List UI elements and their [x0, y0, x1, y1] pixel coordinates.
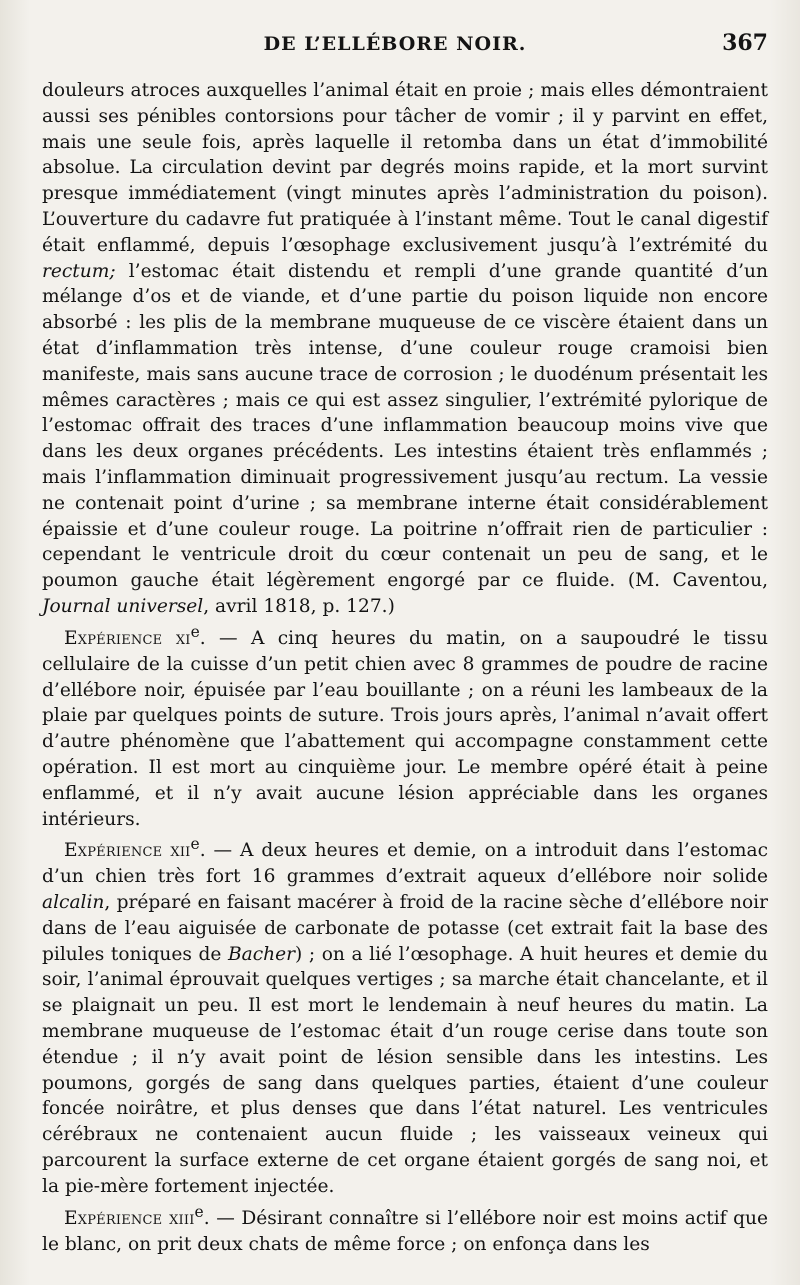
italic-term: alcalin [42, 892, 105, 914]
body-text [42, 78, 768, 1257]
paragraph-text: ) ; on a lié l’œsophage. A huit heures et demie du soir, l’animal éprouvait quelques vertiges ; sa marche était chancelante, et il se plaignait un peu. Il est mort le lendemain à neuf heures du matin. La membrane muqueuse de l’estomac était d’un rouge cerise dans toute son étendue ; il n’y avait point de lésion sensible dans les intestins. Les poumons, gorgés de sang dans quelques parties, étaient d’une couleur foncée noirâtre, et plus denses que dans l’état naturel. Les ventricules cérébraux ne contenaient aucun fluide ; les vaisseaux veineux qui parcourent la surface externe de cet organe étaient gorgés de sang noi, et la pie-mère fortement injectée. [42, 943, 768, 1197]
experiment-label: Expérience xi [64, 627, 191, 649]
paragraph-text: . — A deux heures et demie, on a introduit dans l’estomac d’un chien très fort 16 grammes d’extrait aqueux d’ellébore noir solide [42, 840, 768, 888]
experiment-xi [42, 620, 768, 833]
paragraph-continued [42, 78, 768, 620]
journal-title: Journal universel [42, 595, 204, 617]
paragraph-text: , préparé en faisant macérer à froid de la racine sèche d’ellébore noir dans de l’eau aiguisée de carbonate de potasse (cet extrait fait la base des pilules toniques de [42, 892, 768, 965]
experiment-label: Expérience xiii [64, 1207, 195, 1229]
running-header [42, 30, 768, 70]
experiment-label: Expérience xii [64, 840, 191, 862]
page-number: 367 [722, 30, 768, 56]
paragraph-text: . — Désirant connaître si l’ellébore noir est moins actif que le blanc, on prit deux chats de même force ; on enfonça dans les [42, 1207, 768, 1255]
paragraph-text: , avril 1818, p. 127.) [203, 595, 395, 617]
running-title: DE L’ELLÉBORE NOIR. [263, 33, 527, 55]
ordinal-suffix: e [194, 1202, 204, 1221]
experiment-xiii [42, 1200, 768, 1258]
paragraph-text: . — A cinq heures du matin, on a saupoudré le tissu cellulaire de la cuisse d’un petit chien avec 8 grammes de poudre de racine d’ellébore noir, épuisée par l’eau bouillante ; on a réuni les lambeaux de la plaie par quelques points de suture. Trois jours après, l’animal n’avait offert d’autre phénomène que l’abattement qui accompagne constamment cette opération. Il est mort au cinquième jour. Le membre opéré était à peine enflammé, et il n’y avait aucune lésion appréciable dans les organes intérieurs. [42, 627, 768, 830]
ordinal-suffix: e [190, 622, 200, 641]
experiment-xii [42, 832, 768, 1199]
paragraph-text: douleurs atroces auxquelles l’animal était en proie ; mais elles démontraient aussi ses pénibles contorsions pour tâcher de vomir ; il y parvint en effet, mais une seule fois, après laquelle il retomba dans un état d’immobilité absolue. La circulation devint par degrés moins rapide, et la mort survint presque immédiatement (vingt minutes après l’administration du poison). L’ouverture du cadavre fut pratiquée à l’instant même. Tout le canal digestif était enflammé, depuis l’œsophage exclusivement jusqu’à l’extrémité du [42, 80, 768, 256]
ordinal-suffix: e [190, 835, 200, 854]
italic-term: rectum; [42, 260, 116, 282]
italic-name: Bacher [227, 943, 295, 965]
paragraph-text: l’estomac était distendu et rempli d’une grande quantité d’un mélange d’os et de viande, et d’une partie du poison liquide non encore absorbé : les plis de la membrane muqueuse de ce viscère étaient dans un état d’inflammation très intense, d’une couleur rouge cramoisi bien manifeste, mais sans aucune trace de corrosion ; le duodénum présentait les mêmes caractères ; mais ce qui est assez singulier, l’extrémité pylorique de l’estomac offrait des traces d’une inflammation beaucoup moins vive que dans les deux organes précédents. Les intestins étaient très enflammés ; mais l’inflammation diminuait progressivement jusqu’au rectum. La vessie ne contenait point d’urine ; sa membrane interne était considérablement épaissie et d’une couleur rouge. La poitrine n’offrait rien de particulier : cependant le ventricule droit du cœur contenait un peu de sang, et le poumon gauche était légèrement engorgé par ce fluide. (M. Caventou, [42, 260, 768, 592]
